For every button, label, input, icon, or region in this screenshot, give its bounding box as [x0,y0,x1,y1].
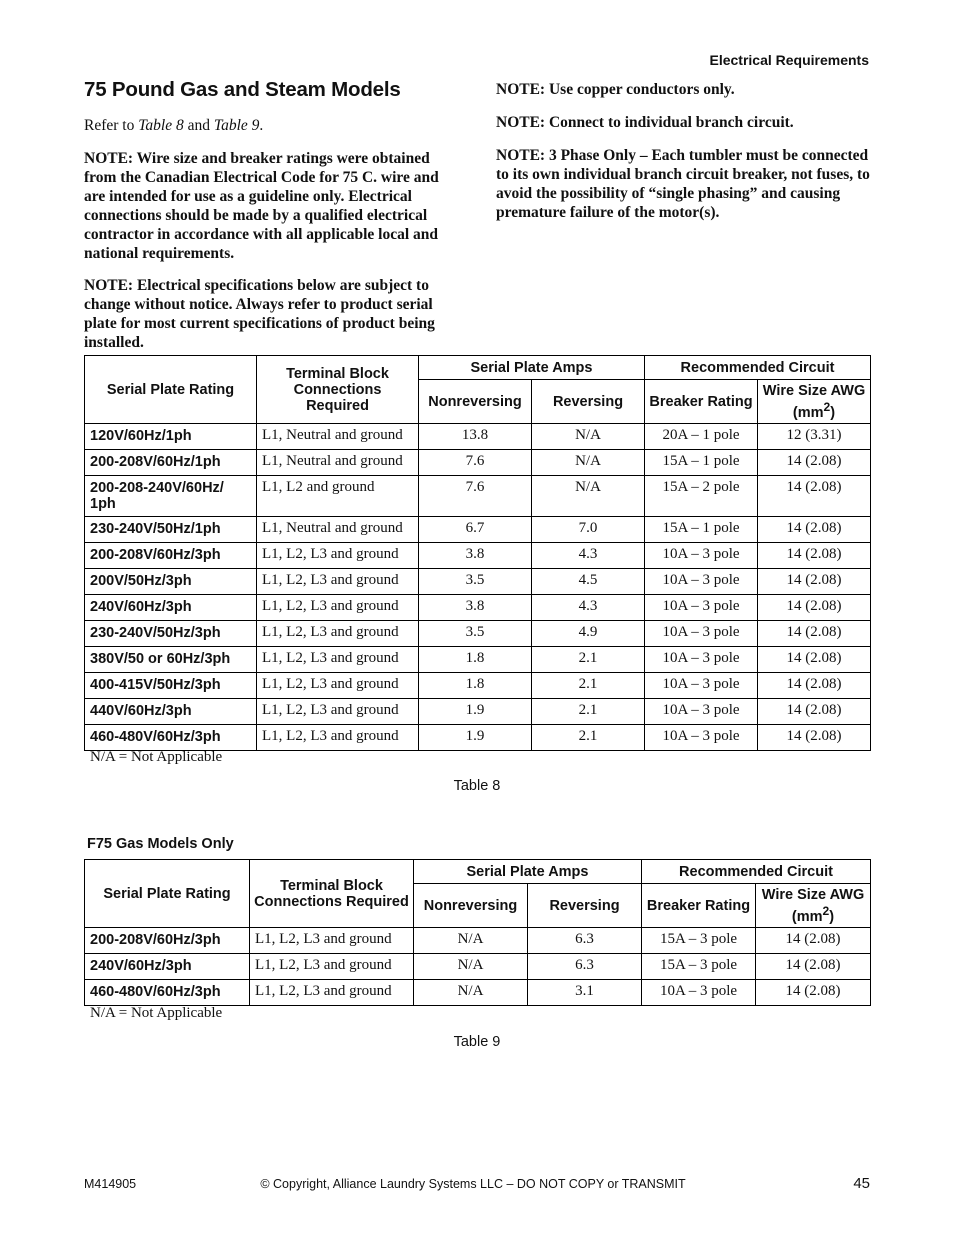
reversing-cell: 3.1 [528,980,642,1006]
terminal-cell: L1, L2, L3 and ground [250,928,414,954]
nonreversing-cell: 6.7 [419,517,532,543]
wire-size-cell: 14 (2.08) [756,954,871,980]
table-9-subheading: F75 Gas Models Only [87,836,234,852]
rating-cell: 240V/60Hz/3ph [85,954,250,980]
table-row [85,543,871,569]
breaker-cell: 10A – 3 pole [645,621,758,647]
nonreversing-cell: 1.8 [419,647,532,673]
reversing-cell: 4.3 [532,595,645,621]
terminal-cell: L1, L2, L3 and ground [250,954,414,980]
nonreversing-cell: 1.9 [419,725,532,751]
reversing-cell: N/A [532,476,645,517]
wire-size-cell: 14 (2.08) [758,476,871,517]
table-9-body [85,928,871,1006]
terminal-cell: L1, L2, L3 and ground [257,725,419,751]
breaker-cell: 15A – 2 pole [645,476,758,517]
header-serial-plate-amps: Serial Plate Amps [419,356,645,380]
rating-cell: 240V/60Hz/3ph [85,595,257,621]
nonreversing-cell: 13.8 [419,424,532,450]
refer-and: and [183,117,214,134]
terminal-cell: L1, L2, L3 and ground [257,543,419,569]
rating-cell: 230-240V/50Hz/1ph [85,517,257,543]
note-3-phase: NOTE: 3 Phase Only – Each tumbler must be connected to its own individual branch circuit breaker, not fuses, to avoid the possibility of “single phasing” and causing premature failure of the motor(s). [496,147,870,221]
table-row [85,476,871,517]
breaker-cell: 10A – 3 pole [645,647,758,673]
note-copper: NOTE: Use copper conductors only. [496,81,735,98]
terminal-cell: L1, Neutral and ground [257,450,419,476]
breaker-cell: 20A – 1 pole [645,424,758,450]
refer-prefix: Refer to [84,117,139,134]
table-row [85,954,871,980]
nonreversing-cell: 7.6 [419,476,532,517]
rating-cell: 120V/60Hz/1ph [85,424,257,450]
wire-size-sup: 2 [822,903,830,918]
terminal-cell: L1, L2, L3 and ground [257,595,419,621]
reversing-cell: 2.1 [532,673,645,699]
reversing-cell: 7.0 [532,517,645,543]
breaker-cell: 10A – 3 pole [645,699,758,725]
breaker-cell: 10A – 3 pole [645,673,758,699]
terminal-cell: L1, Neutral and ground [257,424,419,450]
header-nonreversing: Nonreversing [419,380,532,424]
rating-cell: 460-480V/60Hz/3ph [85,980,250,1006]
rating-cell: 200-208V/60Hz/3ph [85,543,257,569]
right-column [496,80,872,236]
wire-size-suffix: ) [830,404,836,421]
reversing-cell: 2.1 [532,699,645,725]
rating-cell: 230-240V/50Hz/3ph [85,621,257,647]
rating-cell: 460-480V/60Hz/3ph [85,725,257,751]
terminal-cell: L1, L2, L3 and ground [257,621,419,647]
header-nonreversing: Nonreversing [414,884,528,928]
wire-size-prefix: Wire Size AWG (mm [762,382,866,421]
table-row [85,621,871,647]
breaker-cell: 10A – 3 pole [645,725,758,751]
table-row [85,450,871,476]
terminal-cell: L1, L2, L3 and ground [250,980,414,1006]
header-serial-plate-rating: Serial Plate Rating [85,860,250,928]
table-row [85,980,871,1006]
page-number: 45 [853,1175,870,1192]
nonreversing-cell: 3.8 [419,543,532,569]
nonreversing-cell: 3.5 [419,621,532,647]
refer-end: . [259,117,264,134]
breaker-cell: 10A – 3 pole [642,980,756,1006]
note-wire-size: NOTE: Wire size and breaker ratings were obtained from the Canadian Electrical Code for 75 C. wire and are intended for use as a guideline only. Electrical connections should be made by a qualified electrical contractor in accordance with all applicable local and national requirements. [84,150,439,262]
wire-size-cell: 14 (2.08) [756,928,871,954]
header-wire-size [756,884,871,928]
nonreversing-cell: N/A [414,980,528,1006]
wire-size-sup: 2 [823,399,831,414]
header-terminal-block: Terminal Block Connections Required [257,356,419,424]
nonreversing-cell: 1.8 [419,673,532,699]
header-breaker-rating: Breaker Rating [645,380,758,424]
table-row [85,928,871,954]
table-8 [84,355,871,751]
header-serial-plate-amps: Serial Plate Amps [414,860,642,884]
wire-size-cell: 14 (2.08) [758,595,871,621]
doc-number: M414905 [84,1177,137,1191]
wire-size-cell: 12 (3.31) [758,424,871,450]
table8-link[interactable]: Table 8 [138,117,184,134]
rating-cell: 440V/60Hz/3ph [85,699,257,725]
header-recommended-circuit: Recommended Circuit [645,356,871,380]
rating-cell: 200-208V/60Hz/1ph [85,450,257,476]
breaker-cell: 15A – 3 pole [642,954,756,980]
rating-cell: 200-208-240V/60Hz/ 1ph [85,476,257,517]
header-terminal-block: Terminal Block Connections Required [250,860,414,928]
rating-cell: 400-415V/50Hz/3ph [85,673,257,699]
nonreversing-cell: N/A [414,928,528,954]
reversing-cell: N/A [532,424,645,450]
table-row [85,569,871,595]
nonreversing-cell: 1.9 [419,699,532,725]
wire-size-cell: 14 (2.08) [758,450,871,476]
rating-cell: 200-208V/60Hz/3ph [85,928,250,954]
breaker-cell: 15A – 1 pole [645,450,758,476]
table-row [85,517,871,543]
page-title: 75 Pound Gas and Steam Models [84,78,401,101]
rating-cell: 200V/50Hz/3ph [85,569,257,595]
table-row [85,673,871,699]
wire-size-cell: 14 (2.08) [758,543,871,569]
table-row [85,647,871,673]
copyright-text: © Copyright, Alliance Laundry Systems LLC – DO NOT COPY or TRANSMIT [260,1177,686,1191]
breaker-cell: 10A – 3 pole [645,543,758,569]
terminal-cell: L1, L2, L3 and ground [257,569,419,595]
wire-size-cell: 14 (2.08) [758,699,871,725]
header-serial-plate-rating: Serial Plate Rating [85,356,257,424]
reversing-cell: 4.5 [532,569,645,595]
breaker-cell: 15A – 1 pole [645,517,758,543]
table-row [85,699,871,725]
rating-cell: 380V/50 or 60Hz/3ph [85,647,257,673]
nonreversing-cell: N/A [414,954,528,980]
wire-size-cell: 14 (2.08) [758,673,871,699]
nonreversing-cell: 3.8 [419,595,532,621]
breaker-cell: 15A – 3 pole [642,928,756,954]
terminal-cell: L1, L2, L3 and ground [257,673,419,699]
wire-size-cell: 14 (2.08) [758,569,871,595]
table9-link[interactable]: Table 9 [213,117,260,134]
nonreversing-cell: 3.5 [419,569,532,595]
copyright-notice [0,1177,954,1191]
note-branch-circuit: NOTE: Connect to individual branch circuit. [496,114,794,131]
wire-size-prefix: Wire Size AWG (mm [761,886,865,925]
table-row [85,424,871,450]
table-9-caption: Table 9 [453,1034,501,1050]
table-row [85,595,871,621]
wire-size-cell: 14 (2.08) [756,980,871,1006]
table-8-footnote: N/A = Not Applicable [90,749,223,765]
terminal-cell: L1, L2, L3 and ground [257,699,419,725]
reversing-cell: 6.3 [528,954,642,980]
table-9 [84,859,871,1006]
table-9-footnote: N/A = Not Applicable [90,1005,223,1021]
left-column [84,78,454,365]
table-8-body [85,424,871,751]
terminal-cell: L1, L2 and ground [257,476,419,517]
breaker-cell: 10A – 3 pole [645,595,758,621]
wire-size-cell: 14 (2.08) [758,725,871,751]
wire-size-suffix: ) [829,908,835,925]
header-breaker-rating: Breaker Rating [642,884,756,928]
header-reversing: Reversing [528,884,642,928]
nonreversing-cell: 7.6 [419,450,532,476]
wire-size-cell: 14 (2.08) [758,647,871,673]
reversing-cell: 2.1 [532,725,645,751]
wire-size-cell: 14 (2.08) [758,621,871,647]
header-wire-size [758,380,871,424]
reversing-cell: 6.3 [528,928,642,954]
terminal-cell: L1, Neutral and ground [257,517,419,543]
reversing-cell: 2.1 [532,647,645,673]
section-header: Electrical Requirements [709,52,869,68]
terminal-cell: L1, L2, L3 and ground [257,647,419,673]
reversing-cell: 4.9 [532,621,645,647]
reversing-cell: N/A [532,450,645,476]
wire-size-cell: 14 (2.08) [758,517,871,543]
header-reversing: Reversing [532,380,645,424]
breaker-cell: 10A – 3 pole [645,569,758,595]
reversing-cell: 4.3 [532,543,645,569]
note-specs-change: NOTE: Electrical specifications below are subject to change without notice. Always refer to product serial plate for most current specifications of product being installed. [84,277,435,351]
table-row [85,725,871,751]
table-8-caption: Table 8 [453,778,501,794]
refer-paragraph [84,116,454,135]
header-recommended-circuit: Recommended Circuit [642,860,871,884]
